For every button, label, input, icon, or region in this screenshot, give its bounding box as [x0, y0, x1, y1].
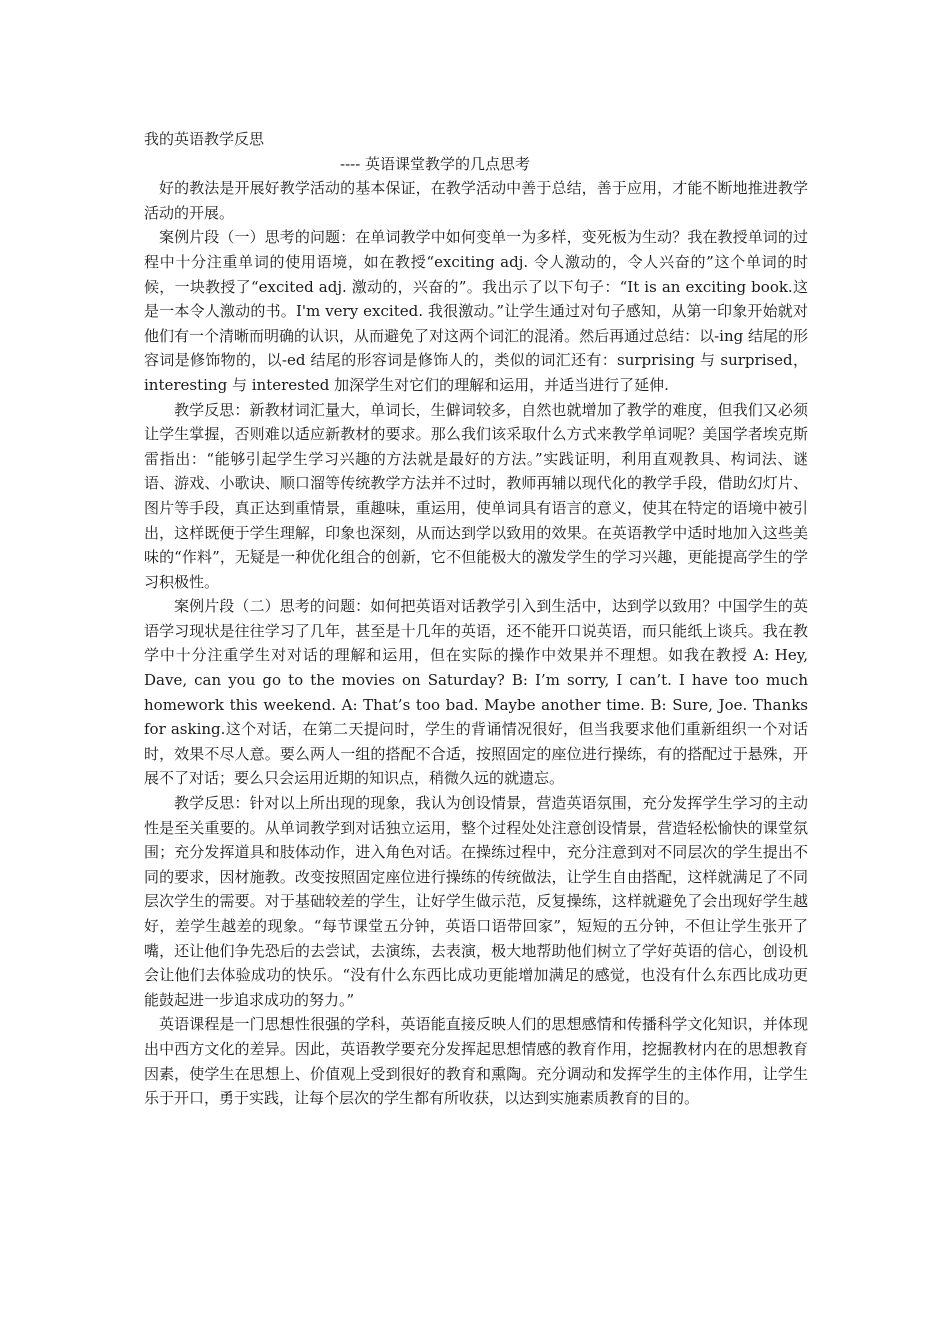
document-page	[144, 127, 808, 1111]
paragraph-reflection-one: 教学反思：新教材词汇量大，单词长，生僻词较多，自然也就增加了教学的难度，但我们又必须让学生掌握，否则难以适应新教材的要求。那么我们该采取什么方式来教学单词呢？美国学者埃克斯雷指出：“能够引起学生学习兴趣的方法就是最好的方法。”实践证明，利用直观教具、构词法、谜语、游戏、小歌诀、顺口溜等传统教学方法并不过时，教师再辅以现代化的教学手段，借助幻灯片、图片等手段，真正达到重情景，重趣味，重运用，使单词具有语言的意义，使其在特定的语境中被引出，这样既便于学生理解，印象也深刻，从而达到学以致用的效果。在英语教学中适时地加入这些美味的“作料”，无疑是一种优化组合的创新，它不但能极大的激发学生的学习兴趣，更能提高学生的学习积极性。	[144, 400, 808, 591]
document-title: 我的英语教学反思	[144, 130, 265, 148]
paragraph-conclusion: 英语课程是一门思想性很强的学科，英语能直接反映人们的思想感情和传播科学文化知识，并体现出中西方文化的差异。因此，英语教学要充分发挥起思想情感的教育作用，挖掘教材内在的思想教育因素，使学生在思想上、价值观上受到很好的教育和熏陶。充分调动和发挥学生的主体作用，让学生乐于开口，勇于实践，让每个层次的学生都有所收获，以达到实施素质教育的目的。	[144, 1015, 808, 1108]
paragraph-case-one: 案例片段（一）思考的问题：在单词教学中如何变单一为多样，变死板为生动？我在教授单词的过程中十分注重单词的使用语境，如在教授“exciting adj. 令人激动的，令人兴奋的”这个单词的时候，一块教授了“excited adj. 激动的，兴奋的”。我出示了以下句子：“It is an exciting book.这是一本令人激动的书。I'm very excited. 我很激动。”让学生通过对句子感知，从第一印象开始就对他们有一个清晰而明确的认识，从而避免了对这两个词汇的混淆。然后再通过总结：以-ing 结尾的形容词是修饰物的，以-ed 结尾的形容词是修饰人的，类似的词汇还有：surprising 与 surprised，interesting 与 interested 加深学生对它们的理解和运用，并适当进行了延伸.	[144, 228, 808, 394]
paragraph-case-two: 案例片段（二）思考的问题：如何把英语对话教学引入到生活中，达到学以致用？中国学生的英语学习现状是往往学习了几年，甚至是十几年的英语，还不能开口说英语，而只能纸上谈兵。我在教学中十分注重学生对对话的理解和运用，但在实际的操作中效果并不理想。如我在教授 A: Hey, Dave, can you go to the movies on Saturday? B: I’m sorry, I can’t. I have too much homework this weekend. A: That’s too bad. Maybe another time. B: Sure, Joe. Thanks for asking.这个对话，在第二天提问时，学生的背诵情况很好，但当我要求他们重新组织一个对话时，效果不尽人意。要么两人一组的搭配不合适，按照固定的座位进行操练，有的搭配过于悬殊，开展不了对话；要么只会运用近期的知识点，稍微久远的就遗忘。	[144, 597, 808, 788]
paragraph-reflection-two: 教学反思：针对以上所出现的现象，我认为创设情景，营造英语氛围，充分发挥学生学习的主动性是至关重要的。从单词教学到对话独立运用，整个过程处处注意创设情景，营造轻松愉快的课堂氛围；充分发挥道具和肢体动作，进入角色对话。在操练过程中，充分注意到对不同层次的学生提出不同的要求，因材施教。改变按照固定座位进行操练的传统做法，让学生自由搭配，这样就满足了不同层次学生的需要。对于基础较差的学生，让好学生做示范，反复操练，这样就避免了会出现好学生越好，差学生越差的现象。“每节课堂五分钟，英语口语带回家”，短短的五分钟，不但让学生张开了嘴，还让他们争先恐后的去尝试，去演练，去表演，极大地帮助他们树立了学好英语的信心，创设机会让他们去体验成功的快乐。“没有什么东西比成功更能增加满足的感觉，也没有什么东西比成功更能鼓起进一步追求成功的努力。”	[144, 794, 808, 1009]
document-subtitle: ---- 英语课堂教学的几点思考	[340, 154, 531, 173]
paragraph-intro: 好的教法是开展好教学活动的基本保证，在教学活动中善于总结，善于应用，才能不断地推进教学活动的开展。	[144, 179, 808, 222]
